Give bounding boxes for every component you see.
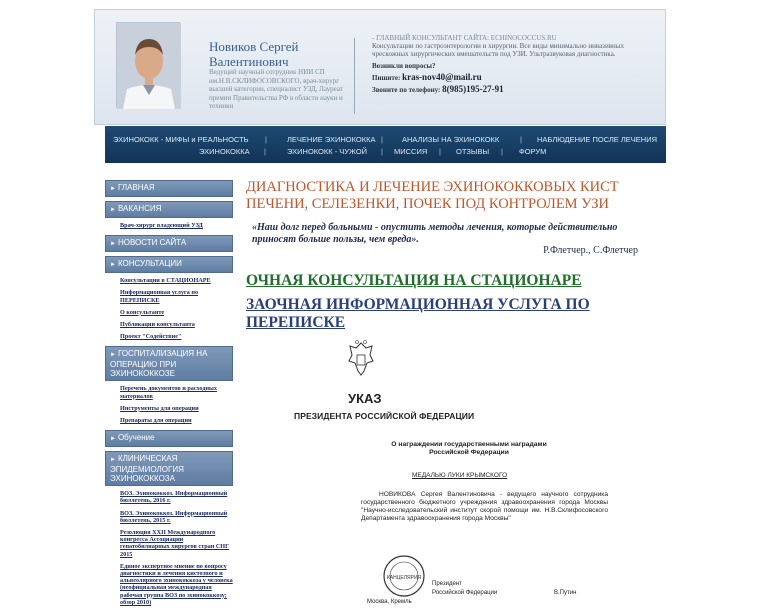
- nav-item-treatment[interactable]: ЛЕЧЕНИЕ ЭХИНОКОККА: [287, 135, 376, 144]
- decree-place: Москва, Кремль: [367, 599, 412, 605]
- question-label: Возникли вопросы?: [372, 61, 436, 70]
- nav-separator: |: [381, 135, 383, 144]
- nav-item-reviews[interactable]: ОТЗЫВЫ: [456, 147, 490, 156]
- doctor-name: Новиков Сергей Валентинович: [209, 39, 299, 69]
- nav-item-forum[interactable]: ФОРУМ: [519, 147, 547, 156]
- sidebar-link-documents[interactable]: Перечень документов и расходных материалов: [120, 385, 217, 400]
- consult-links: [105, 277, 233, 340]
- epid-links: [105, 490, 233, 606]
- phone-label: Звоните по телефону:: [372, 86, 441, 95]
- seal-stamp: [382, 554, 426, 598]
- arrow-right-icon: ►: [110, 436, 116, 443]
- sidebar-item-hospitalization[interactable]: [105, 346, 233, 381]
- sidebar-item-main[interactable]: [105, 180, 233, 197]
- sidebar-item-label: ГОСПИТАЛИЗАЦИЯ НА ОПЕРАЦИЮ ПРИ ЭХИНОКОККОЗЕ: [110, 349, 208, 379]
- sidebar-item-news[interactable]: [105, 235, 233, 252]
- nav-item-alien[interactable]: ЭХИНОКОКК - ЧУЖОЙ: [287, 147, 368, 156]
- sidebar-item-label: НОВОСТИ САЙТА: [117, 238, 187, 248]
- nav-item-mission[interactable]: МИССИЯ: [394, 147, 428, 156]
- decree-sign-title: Президент: [432, 581, 462, 587]
- quote-text: «Наш долг перед больными - опустить методы лечения, которые действительно приносят больше пользы, чем вреда».: [252, 222, 618, 245]
- site-header: [94, 9, 666, 125]
- sidebar-link-expert-opinion[interactable]: Единое экспертное мнение по вопросу диагностики и лечения кистозного и альвеолярного эхинококкоза у человека (неофициальная международная рабочая группа ВОЗ по эхинококкозу; обзор 2010): [120, 562, 233, 606]
- sidebar-item-consult[interactable]: [105, 256, 233, 273]
- sidebar-link-drugs[interactable]: Препараты для операции: [120, 417, 192, 425]
- sidebar-link-instruments[interactable]: Инструменты для операции: [120, 404, 199, 412]
- nav-separator: |: [501, 147, 503, 156]
- info-title: - ГЛАВНЫЙ КОНСУЛЬТАНТ САЙТА: ECHINOCOCCUS.RU: [372, 34, 557, 42]
- sidebar-link-resolution[interactable]: Резолюция XXII Международного конгресса Ассоциации гепатобилиарных хирургов стран СНГ 2015: [120, 529, 230, 558]
- nav-row-2: [105, 147, 666, 159]
- phone-row: [372, 85, 662, 94]
- arrow-right-icon: ►: [110, 186, 116, 192]
- nav-item-followup-cont[interactable]: ЭХИНОКОККА: [199, 147, 250, 156]
- sidebar: [105, 180, 233, 612]
- arrow-right-icon: ►: [110, 457, 116, 464]
- sidebar-item-label: ГЛАВНАЯ: [117, 183, 155, 192]
- page-title: ДИАГНОСТИКА И ЛЕЧЕНИЕ ЭХИНОКОККОВЫХ КИСТ ПЕЧЕНИ, СЕЛЕЗЕНКИ, ПОЧЕК ПОД КОНТРОЛЕМ УЗИ: [246, 179, 619, 212]
- sidebar-link-publications[interactable]: Публикации консультанта: [120, 321, 195, 329]
- doctor-photo: [116, 22, 180, 108]
- link-hospital-consultation[interactable]: ОЧНАЯ КОНСУЛЬТАЦИЯ НА СТАЦИОНАРЕ: [246, 272, 582, 289]
- arrow-right-icon: ►: [110, 352, 116, 359]
- sidebar-link-vacancy-surgeon[interactable]: Врач-хирург владеющий УЗД: [120, 222, 203, 229]
- sidebar-item-label: КЛИНИЧЕСКАЯ ЭПИДЕМИОЛОГИЯ ЭХИНОКОККОЗА: [110, 454, 184, 484]
- nav-item-tests[interactable]: АНАЛИЗЫ НА ЭХИНОКОКК: [402, 135, 500, 144]
- arrow-right-icon: ►: [110, 207, 116, 213]
- main-nav: [105, 126, 666, 163]
- decree-medal: МЕДАЛЬЮ ЛУКИ КРЫМСКОГО: [412, 472, 508, 479]
- sidebar-link-about-consultant[interactable]: О консультанте: [120, 308, 165, 316]
- header-divider: [354, 38, 355, 114]
- nav-separator: |: [520, 135, 522, 144]
- coat-of-arms-icon: [346, 339, 376, 379]
- decree-image: [264, 339, 664, 609]
- email-link[interactable]: kras-nov40@mail.ru: [402, 71, 482, 82]
- sidebar-item-education[interactable]: [105, 430, 233, 447]
- main-content: [246, 179, 656, 332]
- email-label: Пишите:: [372, 73, 401, 82]
- sidebar-link-who-2015[interactable]: ВОЗ. Эхинококкоз. Информационный бюллетень, 2015 г.: [120, 509, 228, 524]
- sidebar-item-label: ВАКАНСИЯ: [117, 204, 162, 213]
- info-text: Консультации по гастроэнтерологии и хирургии. Все виды минимально инвазивных чрескожных хирургических вмешательств под УЗИ. Ультразвуковая диагностика.: [372, 42, 624, 59]
- sidebar-link-consult-hospital[interactable]: Консультации в СТАЦИОНАРЕ: [120, 277, 211, 285]
- nav-separator: |: [265, 135, 267, 144]
- phone-number: 8(985)195-27-91: [442, 84, 504, 95]
- nav-separator: |: [381, 147, 383, 156]
- sidebar-link-consult-mail[interactable]: Информационная услуга по ПЕРЕПИСКЕ: [120, 289, 199, 304]
- sidebar-item-vacancy[interactable]: [105, 201, 233, 218]
- nav-row-1: [105, 135, 666, 147]
- sidebar-link-project[interactable]: Проект "Содействие": [120, 333, 182, 341]
- nav-separator: |: [264, 147, 266, 156]
- decree-body: НОВИКОВА Сергея Валентиновича - ведущего научного сотрудника государственного бюджетного учреждения здравоохранения города Москвы "Научно-исследовательский институт скорой помощи им. Н.В.Склифосовского Департамента здравоохранения города Москвы": [361, 491, 608, 522]
- decree-signer: В.Путин: [554, 590, 577, 596]
- sidebar-item-epidemiology[interactable]: [105, 451, 233, 486]
- nav-item-myths[interactable]: ЭХИНОКОКК - МИФЫ и РЕАЛЬНОСТЬ: [113, 135, 249, 144]
- contact-info: [372, 34, 662, 94]
- arrow-right-icon: ►: [110, 262, 116, 269]
- nav-separator: |: [439, 147, 441, 156]
- hosp-links: [105, 385, 233, 424]
- decree-subtitle: ПРЕЗИДЕНТА РОССИЙСКОЙ ФЕДЕРАЦИИ: [294, 411, 475, 421]
- quote-author: Р.Флетчер., С.Флетчер: [543, 245, 638, 256]
- sidebar-item-label: КОНСУЛЬТАЦИИ: [117, 259, 182, 269]
- sidebar-item-label: Обучение: [117, 433, 155, 443]
- doctor-bio: Ведущий научный сотрудник НИИ СП им.Н.В.СКЛИФОСОВСКОГО, врач-хирург высшей категории, специалист УЗД, Лауреат премии Правительства РФ в области науки и техники: [209, 68, 343, 111]
- decree-title: УКАЗ: [348, 391, 382, 406]
- email-row: [372, 73, 662, 82]
- decree-about: О награждении государственными наградами Российской Федерации: [391, 441, 547, 456]
- sidebar-link-who-2016[interactable]: ВОЗ. Эхинококкоз. Информационный бюллетень, 2016 г.: [120, 490, 228, 505]
- vacancy-links: [105, 222, 233, 229]
- page: [94, 9, 666, 609]
- arrow-right-icon: ►: [110, 241, 116, 248]
- decree-sign-country: Российской Федерации: [432, 590, 498, 596]
- link-mail-consultation[interactable]: ЗАОЧНАЯ ИНФОРМАЦИОННАЯ УСЛУГА ПО ПЕРЕПИСКЕ: [246, 296, 590, 331]
- svg-text:КАНЦЕЛЯРИЯ: КАНЦЕЛЯРИЯ: [386, 575, 422, 581]
- nav-item-followup[interactable]: НАБЛЮДЕНИЕ ПОСЛЕ ЛЕЧЕНИЯ: [537, 135, 658, 144]
